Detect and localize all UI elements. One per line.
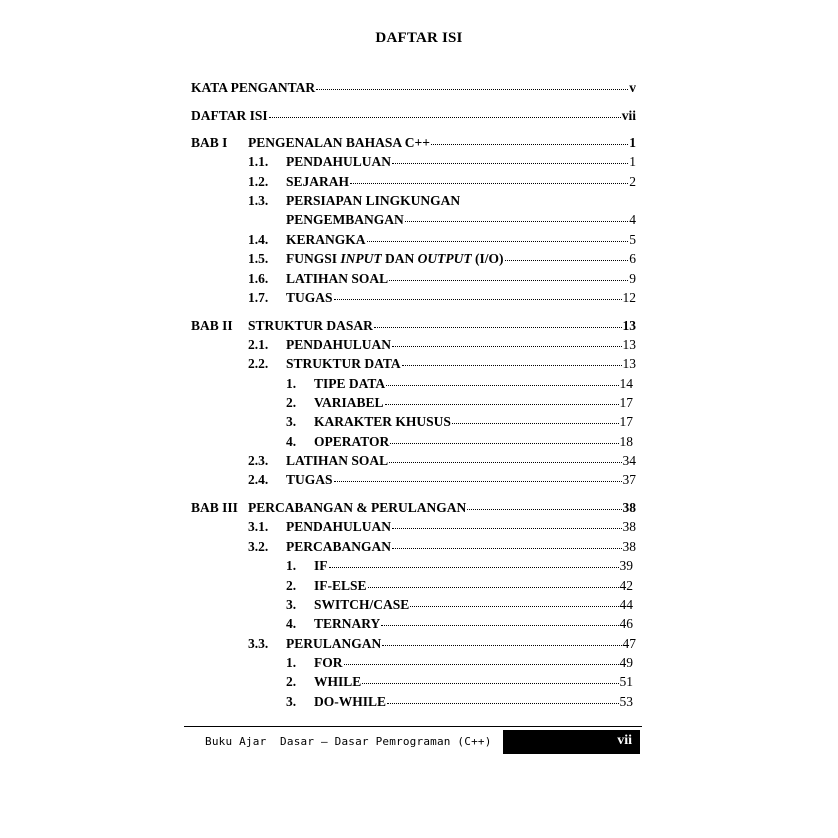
toc-entry-page: 34 xyxy=(622,453,636,468)
leader-dots xyxy=(374,327,622,328)
section-number: 3. xyxy=(286,414,297,429)
toc-entry-label: LATIHAN SOAL xyxy=(286,453,389,468)
toc-entry-page: 13 xyxy=(622,356,636,371)
section-number: 1.1. xyxy=(248,154,269,169)
leader-dots xyxy=(389,462,621,463)
toc-entry-label: PENDAHULUAN xyxy=(286,519,392,534)
toc-entry-page: 37 xyxy=(622,472,636,487)
chapter-prefix: BAB III xyxy=(191,500,238,515)
leader-dots xyxy=(385,404,619,405)
leader-dots xyxy=(368,587,619,588)
toc-entry-page: 49 xyxy=(619,655,633,670)
section-number: 2.3. xyxy=(248,453,269,468)
toc-entry-page: 18 xyxy=(619,434,633,449)
toc-entry-page: 1 xyxy=(629,135,636,150)
toc-entry-label: VARIABEL xyxy=(314,395,384,410)
toc-entry-page: 14 xyxy=(619,376,633,391)
section-number: 1.5. xyxy=(248,251,269,266)
section-number: 1. xyxy=(286,558,297,573)
leader-dots xyxy=(410,606,618,607)
toc-entry-label: IF-ELSE xyxy=(314,578,367,593)
toc-entry-label: PERCABANGAN xyxy=(286,539,392,554)
toc-entry-label: PERSIAPAN LINGKUNGAN xyxy=(286,193,461,208)
toc-entry-label: PERULANGAN xyxy=(286,636,382,651)
section-number: 3.1. xyxy=(248,519,269,534)
toc-entry-1-6[interactable] xyxy=(248,269,636,288)
toc-entry-label: STRUKTUR DASAR xyxy=(248,318,373,333)
section-number: 3.3. xyxy=(248,636,269,651)
toc-entry-3-3-3[interactable] xyxy=(286,692,633,711)
toc-entry-page: 46 xyxy=(619,616,633,631)
toc-entry-label: KATA PENGANTAR xyxy=(191,80,316,95)
toc-entry-label: DAFTAR ISI xyxy=(191,108,268,123)
section-number: 2. xyxy=(286,674,297,689)
toc-entry-2-2-3[interactable] xyxy=(286,412,633,431)
toc-entry-3-3-1[interactable] xyxy=(286,653,633,672)
section-number: 2.2. xyxy=(248,356,269,371)
toc-entry-label: FOR xyxy=(314,655,343,670)
leader-dots xyxy=(382,645,621,646)
toc-entry-label: TERNARY xyxy=(314,616,381,631)
leader-dots xyxy=(402,365,622,366)
toc-entry-daftar-isi[interactable] xyxy=(191,106,636,125)
toc-entry-kata-pengantar[interactable] xyxy=(191,78,636,97)
toc-entry-1-5[interactable] xyxy=(248,249,636,268)
toc-entry-label: SEJARAH xyxy=(286,174,350,189)
section-number: 1.7. xyxy=(248,290,269,305)
toc-entry-page: 51 xyxy=(619,674,633,689)
toc-entry-3-3-2[interactable] xyxy=(286,672,633,691)
section-number: 1.2. xyxy=(248,174,269,189)
toc-entry-page: 38 xyxy=(622,500,636,515)
toc-entry-1-2[interactable] xyxy=(248,172,636,191)
toc-entry-label-part: FUNGSI xyxy=(286,251,341,266)
section-number: 4. xyxy=(286,616,297,631)
leader-dots xyxy=(316,89,628,90)
toc-entry-page: 13 xyxy=(622,337,636,352)
toc-entry-2-2-4[interactable] xyxy=(286,432,633,451)
toc-entry-label: KARAKTER KHUSUS xyxy=(314,414,451,429)
toc-chapter-bab-2[interactable] xyxy=(191,316,636,335)
toc-chapter-bab-3[interactable] xyxy=(191,498,636,517)
toc-entry-page: 4 xyxy=(629,212,636,227)
section-number: 1.4. xyxy=(248,232,269,247)
toc-entry-label-part: (I/O) xyxy=(471,251,504,266)
toc-entry-page: vii xyxy=(621,108,636,123)
toc-entry-3-2-2[interactable] xyxy=(286,576,633,595)
toc-entry-2-2-1[interactable] xyxy=(286,374,633,393)
toc-entry-3-2[interactable] xyxy=(248,537,636,556)
section-number: 3.2. xyxy=(248,539,269,554)
leader-dots xyxy=(390,443,618,444)
toc-entry-label: TIPE DATA xyxy=(314,376,386,391)
toc-entry-label: KERANGKA xyxy=(286,232,366,247)
toc-entry-page: 5 xyxy=(629,232,636,247)
toc-entry-label: PENDAHULUAN xyxy=(286,154,392,169)
leader-dots xyxy=(392,346,621,347)
toc-entry-3-2-4[interactable] xyxy=(286,614,633,633)
leader-dots xyxy=(467,509,621,510)
toc-entry-1-4[interactable] xyxy=(248,230,636,249)
toc-entry-page: 38 xyxy=(622,539,636,554)
section-number: 1.6. xyxy=(248,271,269,286)
leader-dots xyxy=(392,163,628,164)
section-number: 4. xyxy=(286,434,297,449)
toc-entry-label: IF xyxy=(314,558,328,573)
section-number: 2.1. xyxy=(248,337,269,352)
section-number: 2. xyxy=(286,395,297,410)
leader-dots xyxy=(387,703,618,704)
toc-entry-page: 42 xyxy=(619,578,633,593)
toc-entry-2-4[interactable] xyxy=(248,470,636,489)
toc-entry-label: PENGEMBANGAN xyxy=(286,212,404,227)
toc-entry-3-3[interactable] xyxy=(248,634,636,653)
toc-entry-label: LATIHAN SOAL xyxy=(286,271,389,286)
page-title: DAFTAR ISI xyxy=(375,30,463,46)
toc-entry-1-3-cont[interactable] xyxy=(286,210,636,229)
toc-entry-page: 1 xyxy=(629,154,636,169)
toc-entry-3-1[interactable] xyxy=(248,517,636,536)
leader-dots xyxy=(381,625,618,626)
toc-entry-page: 6 xyxy=(629,251,636,266)
leader-dots xyxy=(392,528,621,529)
leader-dots xyxy=(334,481,622,482)
toc-entry-2-2[interactable] xyxy=(248,354,636,373)
chapter-prefix: BAB II xyxy=(191,318,233,333)
toc-entry-3-2-3[interactable] xyxy=(286,595,633,614)
leader-dots xyxy=(269,117,621,118)
section-number: 3. xyxy=(286,597,297,612)
toc-entry-label: PENGENALAN BAHASA C++ xyxy=(248,135,430,150)
leader-dots xyxy=(389,280,628,281)
toc-entry-page: 44 xyxy=(619,597,633,612)
toc-entry-2-1[interactable] xyxy=(248,335,636,354)
leader-dots xyxy=(329,567,619,568)
toc-entry-page: 38 xyxy=(622,519,636,534)
toc-entry-page: 39 xyxy=(619,558,633,573)
section-number: 2. xyxy=(286,578,297,593)
section-number: 3. xyxy=(286,694,297,709)
toc-entry-page: 53 xyxy=(619,694,633,709)
leader-dots xyxy=(405,221,629,222)
leader-dots xyxy=(452,423,619,424)
toc-entry-page: v xyxy=(629,80,636,95)
section-number: 1.3. xyxy=(248,193,269,208)
leader-dots xyxy=(431,144,628,145)
footer-page-box xyxy=(503,730,640,754)
footer-book-title: Buku Ajar Dasar – Dasar Pemrograman (C++) xyxy=(205,735,492,748)
toc-entry-label: TUGAS xyxy=(286,290,333,305)
toc-entry-label-italic: INPUT xyxy=(340,251,382,266)
toc-entry-page: 17 xyxy=(619,414,633,429)
toc-entry-2-3[interactable] xyxy=(248,451,636,470)
leader-dots xyxy=(344,664,619,665)
toc-entry-label: PENDAHULUAN xyxy=(286,337,392,352)
leader-dots xyxy=(392,548,621,549)
footer-rule xyxy=(184,726,642,727)
toc-entry-label: DO-WHILE xyxy=(314,694,387,709)
toc-entry-1-1[interactable] xyxy=(248,152,636,171)
leader-dots xyxy=(350,183,628,184)
section-number: 2.4. xyxy=(248,472,269,487)
footer-page-number: vii xyxy=(617,733,632,748)
toc-entry-3-2-1[interactable] xyxy=(286,556,633,575)
toc-entry-label-part: DAN xyxy=(381,251,418,266)
toc-entry-page: 9 xyxy=(629,271,636,286)
toc-entry-label: TUGAS xyxy=(286,472,333,487)
chapter-prefix: BAB I xyxy=(191,135,228,150)
toc-entry-page: 13 xyxy=(622,318,636,333)
toc-entry-page: 47 xyxy=(622,636,636,651)
toc-entry-label: WHILE xyxy=(314,674,362,689)
toc-entry-page: 17 xyxy=(619,395,633,410)
toc-entry-page: 12 xyxy=(622,290,636,305)
section-number: 1. xyxy=(286,655,297,670)
leader-dots xyxy=(505,260,629,261)
leader-dots xyxy=(334,299,622,300)
toc-entry-2-2-2[interactable] xyxy=(286,393,633,412)
toc-entry-page: 2 xyxy=(629,174,636,189)
section-number: 1. xyxy=(286,376,297,391)
toc-entry-label: OPERATOR xyxy=(314,434,390,449)
leader-dots xyxy=(362,683,618,684)
toc-entry-1-7[interactable] xyxy=(248,288,636,307)
toc-entry-1-3[interactable] xyxy=(248,191,636,210)
toc-entry-label: SWITCH/CASE xyxy=(314,597,410,612)
leader-dots xyxy=(367,241,629,242)
toc-entry-label: STRUKTUR DATA xyxy=(286,356,401,371)
toc-entry-label: PERCABANGAN & PERULANGAN xyxy=(248,500,467,515)
toc-entry-label-italic: OUTPUT xyxy=(417,251,472,266)
leader-dots xyxy=(386,385,618,386)
toc-chapter-bab-1[interactable] xyxy=(191,133,636,152)
